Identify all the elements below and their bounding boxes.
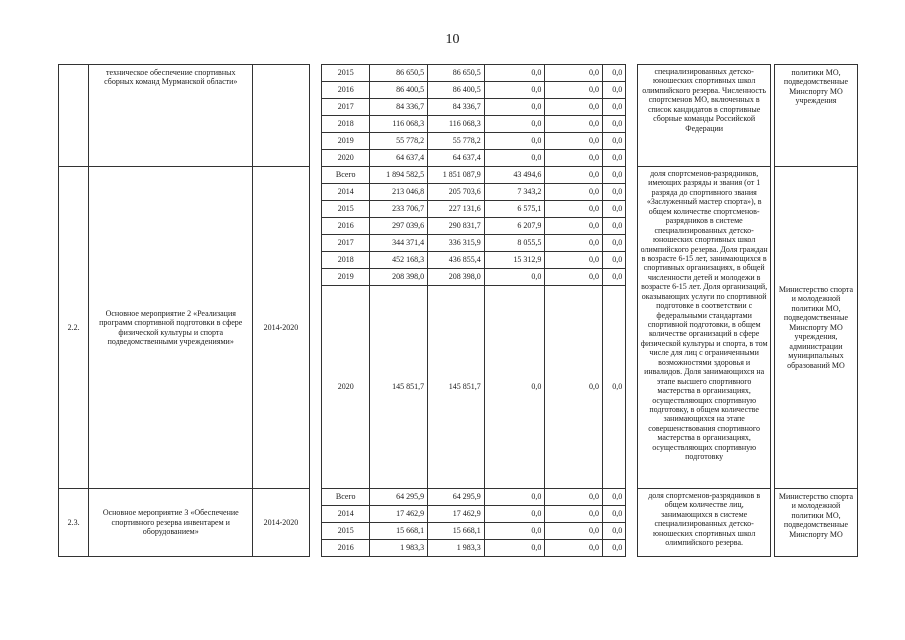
value-cell: 0,0 <box>484 523 545 540</box>
table-row <box>59 489 858 506</box>
value-cell: 145 851,7 <box>428 286 485 489</box>
item-period <box>253 65 310 167</box>
year-cell: Всего <box>321 489 370 506</box>
value-cell: 0,0 <box>545 235 603 252</box>
value-cell: 233 706,7 <box>370 201 428 218</box>
value-cell: 436 855,4 <box>428 252 485 269</box>
value-cell: 0,0 <box>545 167 603 184</box>
year-cell: 2015 <box>321 65 370 82</box>
year-cell: Всего <box>321 167 370 184</box>
indicators-cell: доля спортсменов-разрядников, имеющих разряды и звания (от 1 разряда до спортивного звания «Заслуженный мастер спорта»), в общем количестве спортсменов-разрядников в системе специализированных детско-юношеских спортивных школ олимпийского резерва. Доля граждан в возрасте 6-15 лет, занимающихся в спортивных организациях, в общей численности детей и молодежи в возрасте 6-15 лет. Доля организаций, оказывающих услуги по спортивной подготовке в соответствии с федеральными стандартами спортивной подготовки, в общем количестве организаций в сфере физической культуры и спорта, в том числе для лиц с ограниченными возможностями здоровья и инвалидов. Доля занимающихся на этапе высшего спортивного мастерства в организациях, осуществляющих спортивную подготовку, в общем количестве занимающихся на этапе совершенствования спортивного мастерства в организациях, осуществляющих спортивную подготовку <box>638 167 770 489</box>
year-cell: 2018 <box>321 252 370 269</box>
value-cell: 0,0 <box>484 540 545 557</box>
item-number: 2.3. <box>59 489 89 557</box>
value-cell: 84 336,7 <box>370 99 428 116</box>
value-cell: 0,0 <box>484 65 545 82</box>
value-cell: 0,0 <box>545 523 603 540</box>
year-cell: 2015 <box>321 523 370 540</box>
year-cell: 2016 <box>321 540 370 557</box>
value-cell: 6 575,1 <box>484 201 545 218</box>
value-cell: 0,0 <box>545 150 603 167</box>
value-cell: 290 831,7 <box>428 218 485 235</box>
value-cell: 0,0 <box>545 286 603 489</box>
value-cell: 0,0 <box>603 150 626 167</box>
value-cell: 17 462,9 <box>370 506 428 523</box>
value-cell: 0,0 <box>545 133 603 150</box>
value-cell: 43 494,6 <box>484 167 545 184</box>
value-cell: 145 851,7 <box>370 286 428 489</box>
value-cell: 0,0 <box>545 269 603 286</box>
value-cell: 0,0 <box>545 218 603 235</box>
value-cell: 8 055,5 <box>484 235 545 252</box>
year-cell: 2019 <box>321 269 370 286</box>
year-cell: 2016 <box>321 82 370 99</box>
indicators-cell: доля спортсменов-разрядников в общем количестве лиц, занимающихся в системе специализированных детско-юношеских спортивных школ олимпийского резерва. <box>638 489 770 557</box>
value-cell: 1 983,3 <box>428 540 485 557</box>
year-cell: 2014 <box>321 184 370 201</box>
value-cell: 55 778,2 <box>428 133 485 150</box>
value-cell: 6 207,9 <box>484 218 545 235</box>
value-cell: 0,0 <box>484 82 545 99</box>
value-cell: 64 637,4 <box>370 150 428 167</box>
value-cell: 86 400,5 <box>370 82 428 99</box>
value-cell: 0,0 <box>603 523 626 540</box>
value-cell: 64 295,9 <box>428 489 485 506</box>
value-cell: 0,0 <box>603 201 626 218</box>
value-cell: 86 400,5 <box>428 82 485 99</box>
year-cell: 2017 <box>321 235 370 252</box>
table-row <box>59 65 858 82</box>
value-cell: 7 343,2 <box>484 184 545 201</box>
year-cell: 2020 <box>321 150 370 167</box>
value-cell: 1 983,3 <box>370 540 428 557</box>
value-cell: 0,0 <box>603 252 626 269</box>
year-cell: 2016 <box>321 218 370 235</box>
value-cell: 0,0 <box>603 269 626 286</box>
value-cell: 55 778,2 <box>370 133 428 150</box>
value-cell: 15 312,9 <box>484 252 545 269</box>
value-cell: 0,0 <box>545 540 603 557</box>
value-cell: 0,0 <box>603 235 626 252</box>
value-cell: 0,0 <box>545 99 603 116</box>
value-cell: 208 398,0 <box>428 269 485 286</box>
value-cell: 0,0 <box>603 489 626 506</box>
value-cell: 15 668,1 <box>428 523 485 540</box>
item-period: 2014-2020 <box>253 167 310 489</box>
value-cell: 0,0 <box>545 252 603 269</box>
value-cell: 0,0 <box>545 184 603 201</box>
value-cell: 0,0 <box>603 65 626 82</box>
value-cell: 0,0 <box>603 184 626 201</box>
value-cell: 227 131,6 <box>428 201 485 218</box>
value-cell: 208 398,0 <box>370 269 428 286</box>
value-cell: 0,0 <box>545 489 603 506</box>
value-cell: 0,0 <box>484 489 545 506</box>
value-cell: 0,0 <box>545 65 603 82</box>
value-cell: 64 637,4 <box>428 150 485 167</box>
value-cell: 0,0 <box>603 218 626 235</box>
value-cell: 452 168,3 <box>370 252 428 269</box>
value-cell: 0,0 <box>545 82 603 99</box>
item-number <box>59 65 89 167</box>
value-cell: 0,0 <box>603 506 626 523</box>
spacer-cell <box>309 489 321 557</box>
spacer-cell <box>309 65 321 167</box>
spacer-cell <box>309 167 321 489</box>
value-cell: 0,0 <box>545 116 603 133</box>
table-row <box>59 167 858 184</box>
value-cell: 0,0 <box>484 99 545 116</box>
year-cell: 2020 <box>321 286 370 489</box>
year-cell: 2018 <box>321 116 370 133</box>
spacer-cell <box>626 489 638 557</box>
value-cell: 0,0 <box>484 116 545 133</box>
value-cell: 1 851 087,9 <box>428 167 485 184</box>
value-cell: 0,0 <box>603 116 626 133</box>
year-cell: 2017 <box>321 99 370 116</box>
responsible-cell: Министерство спорта и молодежной политики МО, подведомственные Минспорту МО <box>774 489 857 557</box>
value-cell: 0,0 <box>484 150 545 167</box>
item-name: Основное мероприятие 2 «Реализация программ спортивной подготовки в сфере физической культуры и спорта подведомственными учреждениями» <box>89 167 253 489</box>
value-cell: 116 068,3 <box>428 116 485 133</box>
value-cell: 84 336,7 <box>428 99 485 116</box>
value-cell: 0,0 <box>484 286 545 489</box>
value-cell: 64 295,9 <box>370 489 428 506</box>
indicators-cell: специализированных детско-юношеских спортивных школ олимпийского резерва. Численность спортсменов МО, включенных в список кандидатов в спортивные сборные команды Российской Федерации <box>638 65 770 167</box>
value-cell: 0,0 <box>484 506 545 523</box>
value-cell: 205 703,6 <box>428 184 485 201</box>
year-cell: 2019 <box>321 133 370 150</box>
program-table <box>58 64 858 557</box>
value-cell: 344 371,4 <box>370 235 428 252</box>
year-cell: 2014 <box>321 506 370 523</box>
value-cell: 0,0 <box>603 82 626 99</box>
value-cell: 86 650,5 <box>428 65 485 82</box>
value-cell: 86 650,5 <box>370 65 428 82</box>
item-period: 2014-2020 <box>253 489 310 557</box>
value-cell: 0,0 <box>484 269 545 286</box>
value-cell: 0,0 <box>484 133 545 150</box>
value-cell: 15 668,1 <box>370 523 428 540</box>
value-cell: 0,0 <box>603 167 626 184</box>
value-cell: 0,0 <box>545 201 603 218</box>
item-name: техническое обеспечение спортивных сборных команд Мурманской области» <box>89 65 253 167</box>
value-cell: 1 894 582,5 <box>370 167 428 184</box>
value-cell: 0,0 <box>603 133 626 150</box>
table-body <box>59 65 858 557</box>
value-cell: 17 462,9 <box>428 506 485 523</box>
year-cell: 2015 <box>321 201 370 218</box>
page-number: 10 <box>445 32 460 47</box>
responsible-cell: Министерство спорта и молодежной политики МО, подведомственные Минспорту МО учреждения, администрации муниципальных образований МО <box>774 167 857 489</box>
value-cell: 297 039,6 <box>370 218 428 235</box>
value-cell: 0,0 <box>603 99 626 116</box>
spacer-cell <box>626 65 638 167</box>
responsible-cell: политики МО, подведомственные Минспорту МО учреждения <box>774 65 857 167</box>
value-cell: 0,0 <box>603 286 626 489</box>
spacer-cell <box>626 167 638 489</box>
value-cell: 0,0 <box>545 506 603 523</box>
value-cell: 0,0 <box>603 540 626 557</box>
value-cell: 116 068,3 <box>370 116 428 133</box>
value-cell: 213 046,8 <box>370 184 428 201</box>
item-number: 2.2. <box>59 167 89 489</box>
value-cell: 336 315,9 <box>428 235 485 252</box>
item-name: Основное мероприятие 3 «Обеспечение спортивного резерва инвентарем и оборудованием» <box>89 489 253 557</box>
